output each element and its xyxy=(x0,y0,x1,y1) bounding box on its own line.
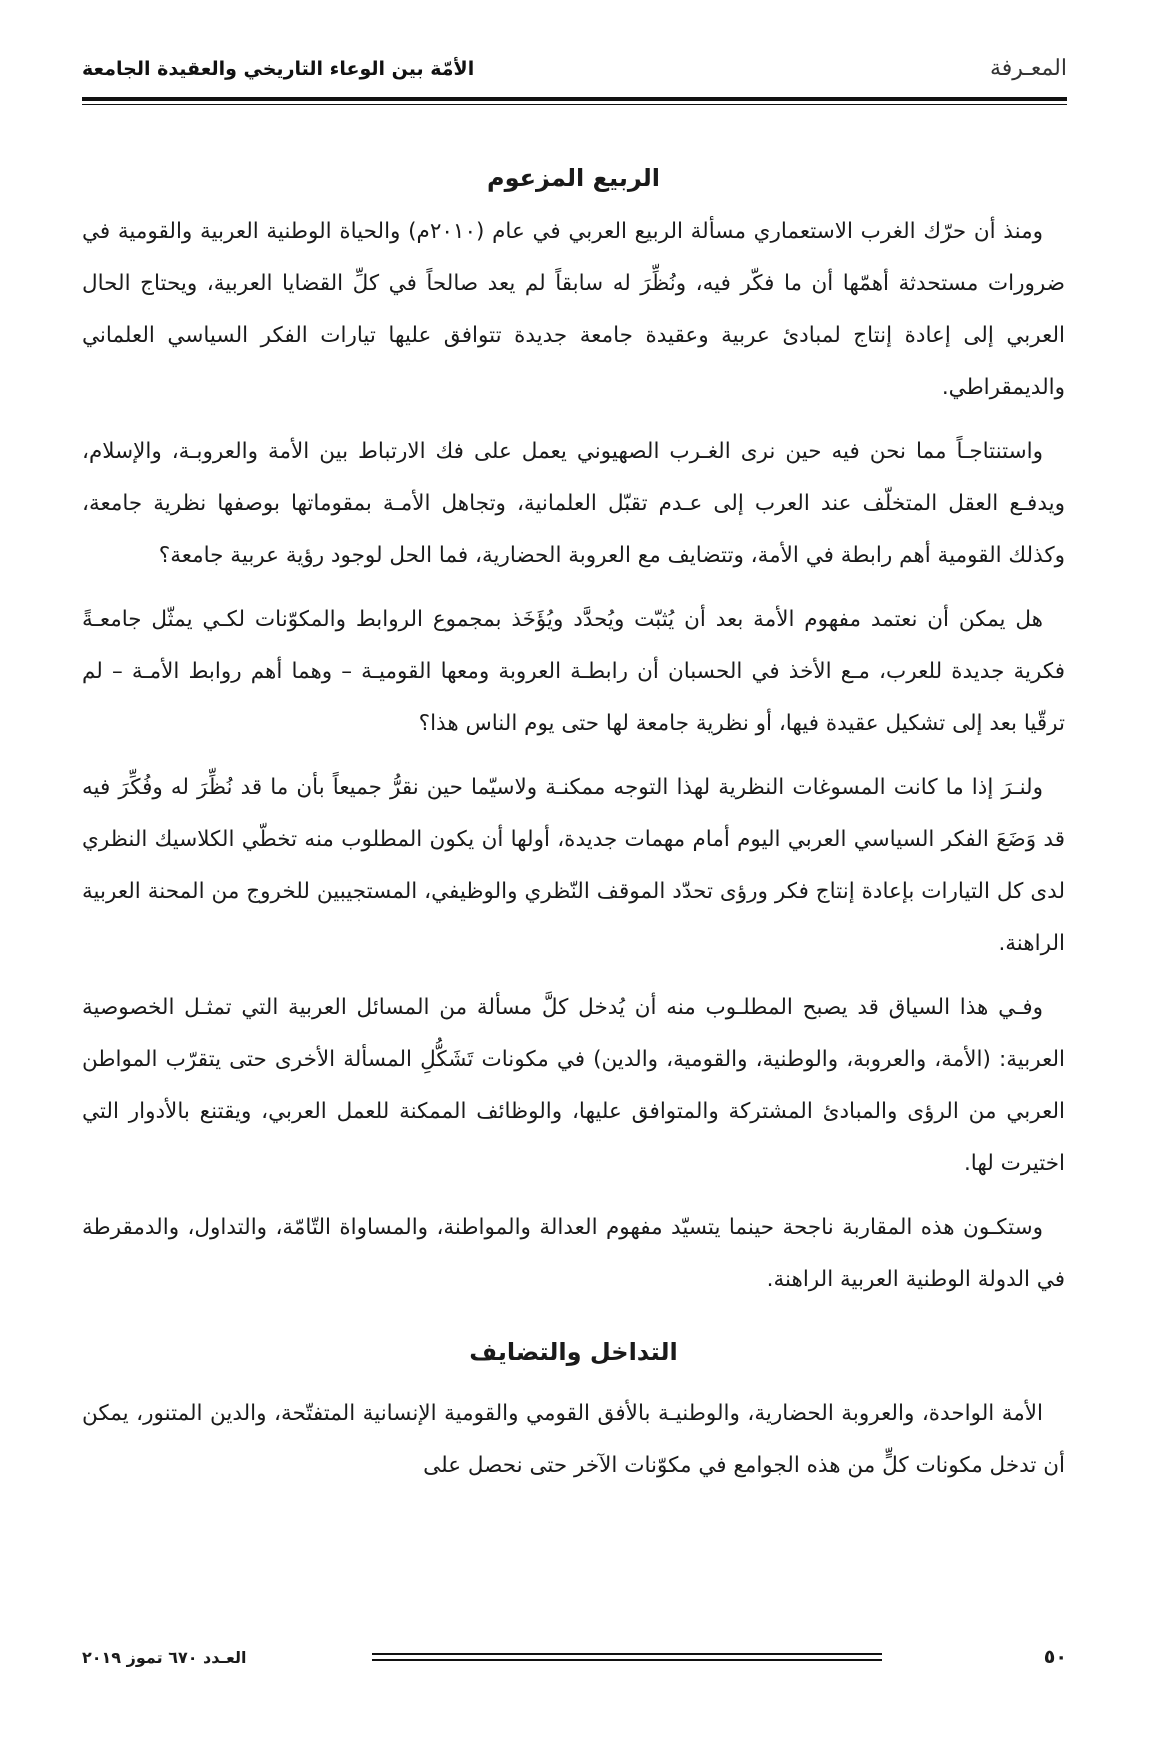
issue-info: العـدد ٦٧٠ تموز ٢٠١٩ xyxy=(82,1648,247,1667)
paragraph: الأمة الواحدة، والعروبة الحضارية، والوطنيـة بالأفق القومي والقومية الإنسانية المتفتّحة، والدين المتنور، يمكن أن تدخل مكونات كلٍّ من هذه الجوامع في مكوّنات الآخر حتى نحصل على xyxy=(82,1401,1065,1478)
section-heading: الربيع المزعوم xyxy=(486,164,660,192)
article-body xyxy=(82,150,1065,1504)
page-number: ٥٠ xyxy=(1043,1646,1067,1668)
header-rule-thick xyxy=(82,97,1067,101)
paragraph: وفـي هذا السياق قد يصبح المطلـوب منه أن يُدخل كلَّ مسألة من المسائل العربية التي تمثـل الخصوصية العربية: (الأمة، والعروبة، والوطنية، والقومية، والدين) في مكونات تَشَكُّلِ المسألة الأخرى حتى يتقرّب المواطن العربي من الرؤى والمبادئ المشتركة والمتوافق عليها، والوظائف الممكنة للعمل العربي، ويقتنع بالأدوار التي اختيرت لها. xyxy=(82,995,1065,1176)
paragraph: وستكـون هذه المقاربة ناجحة حينما يتسيّد مفهوم العدالة والمواطنة، والمساواة التّامّة، والتداول، والدمقرطة في الدولة الوطنية العربية الراهنة. xyxy=(82,1215,1065,1292)
section-heading: التداخل والتضايف xyxy=(469,1338,678,1366)
header-rule-thin xyxy=(82,104,1067,105)
page-header xyxy=(82,52,1067,92)
running-title: الأمّة بين الوعاء التاريخي والعقيدة الجامعة xyxy=(82,58,475,80)
paragraph: واستنتاجـاً مما نحن فيه حين نرى الغـرب الصهيوني يعمل على فك الارتباط بين الأمة والعروبـة، والإسلام، ويدفـع العقل المتخلّف عند العرب إلى عـدم تقبّل العلمانية، وتجاهل الأمـة بمقوماتها بوصفها نظرية جامعة، وكذلك القومية أهم رابطة في الأمة، وتتضايف مع العروبة الحضارية، فما الحل لوجود رؤية عربية جامعة؟ xyxy=(82,439,1065,568)
magazine-logo: المعـرفة xyxy=(989,56,1067,81)
paragraph: هل يمكن أن نعتمد مفهوم الأمة بعد أن يُثبّت ويُحدَّد ويُؤَخَذ بمجموع الروابط والمكوّنات لكـي يمثّل جامعـةً فكرية جديدة للعرب، مـع الأخذ في الحسبان أن رابطـة العروبة ومعها القوميـة – وهما أهم روابط الأمـة – لم ترقّيا بعد إلى تشكيل عقيدة فيها، أو نظرية جامعة لها حتى يوم الناس هذا؟ xyxy=(82,607,1065,736)
page-footer xyxy=(82,1646,1067,1676)
paragraph: ومنذ أن حرّك الغرب الاستعماري مسألة الربيع العربي في عام (٢٠١٠م) والحياة الوطنية العربية والقومية في ضرورات مستحدثة أهمّها أن ما فكّر فيه، ونُظِّرَ له سابقاً لم يعد صالحاً في كلِّ القضايا العربية، ويحتاج الحال العربي إلى إعادة إنتاج لمبادئ عربية وعقيدة جامعة جديدة تتوافق عليها تيارات الفكر السياسي العلماني والديمقراطي. xyxy=(82,219,1065,400)
paragraph: ولنـرَ إذا ما كانت المسوغات النظرية لهذا التوجه ممكنـة ولاسيّما حين نقرُّ جميعاً بأن ما قد نُظِّرَ له وفُكِّرَ فيه قد وَضَعَ الفكر السياسي العربي اليوم أمام مهمات جديدة، أولها أن يكون المطلوب منه تخطّي الكلاسيك النظري لدى كل التيارات بإعادة إنتاج فكر ورؤى تحدّد الموقف النّظري والوظيفي، المستجيبين للخروج من المحنة العربية الراهنة. xyxy=(82,775,1065,956)
